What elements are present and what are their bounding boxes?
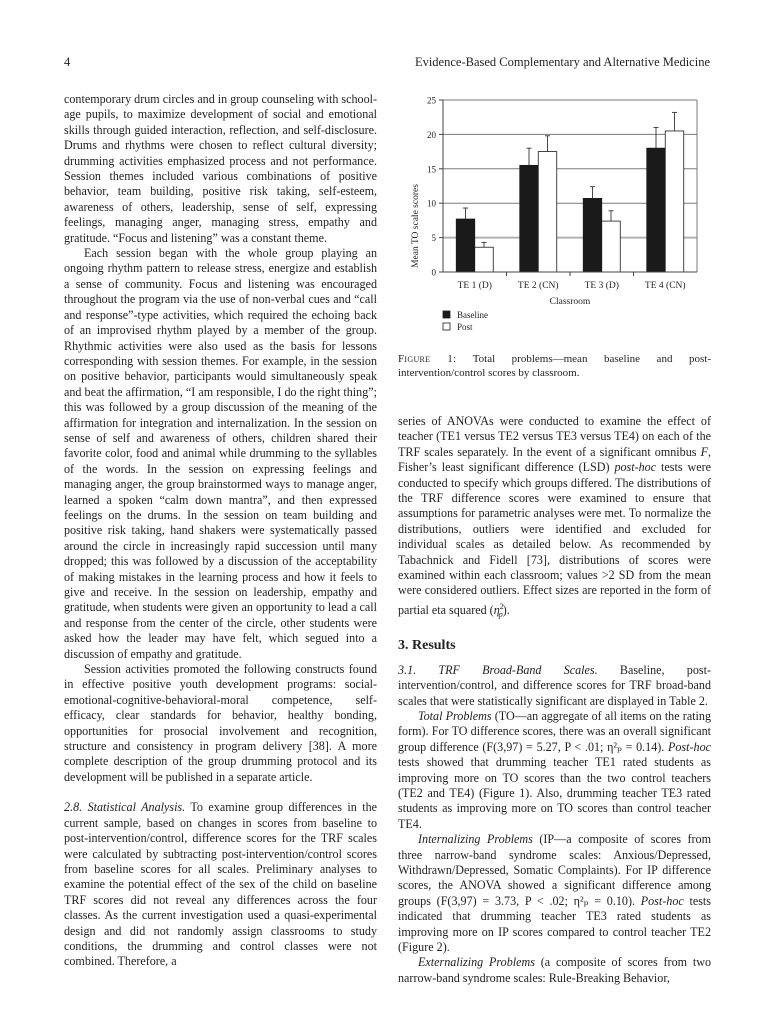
paragraph [398, 414, 711, 623]
text: (a composite of scores from two narrow-band syndrome scales: Rule-Breaking Behavior, [398, 955, 712, 985]
right-column [398, 414, 711, 986]
subscript: p [498, 610, 503, 620]
text: (TO—an aggregate of all items on the rating form). For TO difference scores, there was an overall significant group difference ( [398, 708, 712, 754]
figure-caption [398, 352, 711, 380]
text: post-hoc [614, 460, 657, 475]
y-tick-label: 5 [431, 233, 436, 244]
text: tests were conducted to specify which groups differed. The distributions of the TRF difference scores were examined to ensure that assumptions for parametric analyses were met. To normalize the distributions, outliers were identified and excluded for individual scales as detailed below. As recommended by Tabachnick and Fidell [73], distributions of scores were examined within each classroom; values >2 SD from the mean were considered outliers. Effect sizes are reported in the form of partial eta squared ( [398, 460, 711, 617]
paragraph: Each session began with the whole group playing an ongoing rhythm pattern to release stress, energize and establish a sense of community. Focus and listening was encouraged throughout the program via the use of non-verbal cues and “call and response”-type activities, which required the echoing back of an improvised rhythm played by a member of the group. Rhythmic activities were also used as the basis for lessons corresponding with session themes. For example, in the session on positive behavior, participants would simultaneously speak and beat the affirmation, “I am responsible, I do the right thing”; this was followed by a group discussion of the meaning of the affirmation for integration and internalization. In the session on sense of self and awareness of others, children shared their favorite color, food and animal while drumming to the syllables of the words. In the session on expressing feelings and managing anger, the group brainstormed ways to manage anger, learned a spoken “calm down mantra”, and then expressed feelings on the drums. In the session on team building and positive risk taking, hand shakers were systematically passed around the circle in increasingly rapid succession until many dropped; this was followed by a discussion of the acceptability of making mistakes in the learning process and how it feels to give and receive. In the session on leadership, empathy and gratitude, when students were given an opportunity to lead a call and response from the center of the circle, other students were asked how the leader may have felt, which segued into a discussion of empathy and gratitude. [64, 246, 377, 661]
eta-symbol: η [493, 602, 500, 617]
bar-baseline [520, 165, 539, 272]
journal-title: Evidence-Based Complementary and Alternative Medicine [414, 55, 710, 69]
text: ). [627, 893, 641, 908]
paragraph-heading: Externalizing Problems [418, 955, 535, 970]
x-tick-label: TE 1 (D) [457, 281, 492, 291]
table-link[interactable]: Table 2 [669, 693, 705, 708]
y-axis-label: Mean TO scale scores [411, 184, 421, 268]
bar-post [602, 221, 621, 272]
paragraph-heading: Total Problems [418, 708, 492, 723]
paragraph-heading: Internalizing Problems [418, 832, 533, 847]
paragraph-text: To examine group differences in the current sample, based on changes in scores from baseline to post-intervention/control, difference scores for the TRF scales were calculated by subtracting post-intervention/control scores from baseline scores for all scales. Preliminary analyses to examine the potential effect of the sex of the child on baseline TRF scores did not reveal any differences across the four classes. As the current investigation used a quasi-experimental design and did not randomly assign classrooms to study conditions, the drumming and control classes were not combined. Therefore, a [64, 800, 377, 969]
y-tick-label: 25 [427, 95, 436, 106]
paragraph [398, 663, 711, 709]
text: ). [657, 739, 668, 754]
figure-link[interactable]: Figure 1 [483, 785, 526, 800]
bar-chart [405, 90, 715, 340]
bar-post [538, 152, 557, 272]
legend-label-post: Post [457, 322, 473, 332]
paragraph: Session activities promoted the following constructs found in effective positive youth development programs: social-emotional-cognitive-behavioral-moral competence, self-efficacy, clear standards for behavior, healthy bonding, opportunities for prosocial involvement and recognition, structure and consistency in program delivery [38]. A more complete description of the group drumming protocol and its development will be published in a separate article. [64, 662, 377, 784]
text: ). [442, 940, 450, 955]
bar-baseline [647, 148, 666, 272]
text: ). Also, drumming teacher TE3 rated students as improving more on TO scores than control teacher TE4. [398, 785, 711, 831]
figure-link[interactable]: Figure 2 [402, 940, 443, 955]
legend-label-baseline: Baseline [457, 310, 488, 320]
text: series of ANOVAs were conducted to examine the effect of teacher (TE1 versus TE2 versus TE3 versus TE4) on each of the TRF scales separately. In the event of a significant omnibus [398, 414, 711, 459]
text: F [700, 444, 708, 459]
page-number: 4 [64, 55, 71, 69]
bar-post [475, 247, 494, 272]
paragraph-statistical-analysis [64, 800, 377, 969]
y-tick-label: 20 [427, 129, 436, 140]
paragraph: contemporary drum circles and in group counseling with school-age pupils, to maximize development of social and emotional skills through guided interaction, reflection, and self-disclosure. Drums and rhythms were chosen to reflect cultural diversity; drumming activities emphasized process and not performance. Session themes included various combinations of positive behavior, team building, positive risk taking, self-esteem, awareness of others, leadership, sense of self, expressing feelings, managing anger, managing stress, empathy and gratitude. “Focus and listening” was a constant theme. [64, 92, 378, 245]
x-tick-label: TE 2 (CN) [517, 281, 559, 291]
bar-post [665, 131, 684, 272]
y-tick-label: 10 [427, 198, 436, 209]
y-tick-label: 15 [427, 164, 436, 175]
superscript: 2 [499, 601, 504, 611]
figure-label: Figure 1: [398, 353, 457, 365]
x-tick-label: TE 3 (D) [584, 281, 619, 291]
statistic: F(3,97) = 3.73, P < .02; η²ₚ = 0.10 [440, 893, 628, 908]
legend-swatch-baseline [443, 311, 450, 318]
bar-baseline [456, 219, 475, 272]
subsection-heading: 2.8. Statistical Analysis. [64, 800, 186, 815]
bar-baseline [583, 198, 602, 272]
left-column [64, 92, 377, 970]
text: tests showed that drumming teacher TE1 rated students as improving more on TO scores than the two control teachers (TE2 and TE4) ( [398, 755, 711, 800]
legend-swatch-post [443, 323, 450, 330]
text: tests indicated that drumming teacher TE3 rated students as improving more on IP scores compared to control teacher TE2 ( [398, 893, 711, 955]
caption-text: intervention/control scores by classroom. [398, 367, 580, 379]
text: ). [502, 602, 510, 617]
section-heading: 3. Results [398, 637, 456, 653]
text: Post-hoc [640, 893, 684, 908]
subsection-heading: 3.1. TRF Broad-Band Scales. [398, 662, 598, 677]
x-axis-label: Classroom [549, 297, 591, 307]
statistic: F(3,97) = 5.27, P < .01; η²ₚ = 0.14 [486, 739, 658, 754]
text: . [704, 693, 708, 708]
x-tick-label: TE 4 (CN) [644, 281, 686, 291]
caption-text: Total problems—mean baseline and post- [472, 353, 711, 365]
text: Post-hoc [668, 739, 711, 754]
paragraph [398, 955, 711, 986]
text: , Fisher’s least significant difference (LSD) [398, 444, 711, 475]
text: (IP—a composite of scores from three narrow-band syndrome scales: Anxious/Depressed, Withdrawn/Depressed, Somatic Complaints). For IP difference scores, the ANOVA showed a significant difference among groups ( [398, 832, 712, 908]
text: Baseline, post-intervention/control, and difference scores for TRF broad-band scales that were statistically significant are displayed in [398, 662, 711, 708]
y-tick-label: 0 [431, 267, 436, 278]
paragraph [398, 709, 711, 832]
paragraph [398, 832, 711, 955]
chart-svg [405, 90, 715, 340]
